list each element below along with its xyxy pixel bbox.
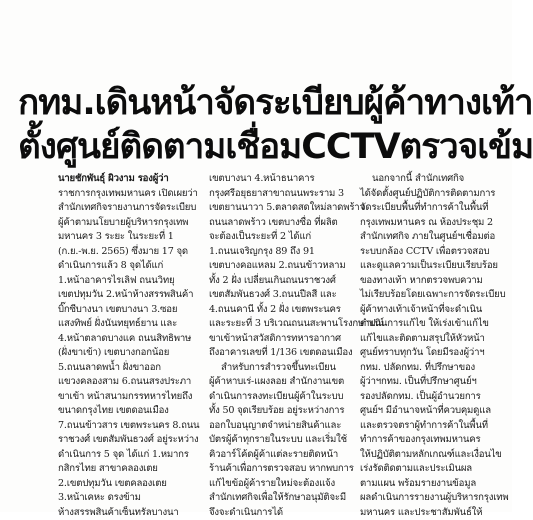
article-text-line: ร้านค้าเพื่อการตรวจสอบ หากพบการ <box>209 462 351 477</box>
article-text-line: และระยะที่ 3 บริเวณถนนสะพานโรงกษาปณ์ <box>209 317 351 332</box>
article-text-line: ผลดำเนินการรายงานผู้บริหารกรุงเทพ <box>360 491 502 506</box>
article-text-line: เขตปทุมวัน 2.หน้าห้างสรรพสินค้า <box>58 288 200 303</box>
article-text-line: คิวอาร์โค้ดผู้ค้าแต่ละรายติดหน้า <box>209 448 351 463</box>
article-text-line: กรุงเทพมหานคร ณ ห้องประชุม 2 <box>360 216 502 231</box>
article-text-line: ดำเนินการแล้ว 8 จุดได้แก่ <box>58 259 200 274</box>
article-text-line: สำนักเทศกิจเพื่อให้รักษาอนุมัติจะมี <box>209 491 351 506</box>
article-text-line: ทำการค้าของกรุงเทพมหานคร <box>360 433 502 448</box>
article-text-line: ขาเข้าหน้าสวัสดิการทหารอากาศ <box>209 332 351 347</box>
article-text-line: เขตยานนาวา 5.ตลาดสดใหม่ลาดพร้าว <box>209 201 351 216</box>
article-text-line: มหานคร และประชาสัมพันธ์ให้ <box>360 506 502 520</box>
article-text-line: แก้ไขและติดตามสรุปให้หัวหน้า <box>360 332 502 347</box>
article-text-line: และตรวจตราผู้ทำการค้าในพื้นที่ <box>360 419 502 434</box>
article-text-line: 4.ถนนคานี ทั้ง 2 ฝั่ง เขตพระนคร <box>209 303 351 318</box>
article-text-line: ไม่เรียบร้อยโดยเฉพาะการจัดระเบียบ <box>360 288 502 303</box>
article-text-line: แสงทิพย์ ฝั่งนันทยุทธ์ยาน และ <box>58 317 200 332</box>
article-text-line: ระบบกล้อง CCTV เพื่อตรวจสอบ <box>360 245 502 260</box>
article-text-line: ถึงอาคารเลขที่ 1/136 เขตดอนเมือง <box>209 346 351 361</box>
article-text-line: 3.หน้าเคหะ ดรงข้าม <box>58 491 200 506</box>
article-text-line: จัดระเบียบพื้นที่ทำการค้าในพื้นที่ <box>360 201 502 216</box>
article-text-line: เร่งรัดติดตามและประเมินผล <box>360 462 502 477</box>
headline-line-2: ตั้งศูนย์ติดตามเชื่อมCCTVตรวจเข้ม <box>18 124 496 170</box>
article-text-line: รองปลัดกทม. เป็นผู้อำนวยการ <box>360 390 502 405</box>
article-text-line: สำนักเทศกิจ ภายในศูนย์ฯเชื่อมต่อ <box>360 230 502 245</box>
article-text-line: บิ๊กซีบางนา เขตบางนา 3.ซอย <box>58 303 200 318</box>
article-text-line: กสิกรไทย สาขาคลองเตย <box>58 462 200 477</box>
article-body <box>58 172 502 512</box>
article-text-line: 4.หน้าตลาดบางแค ถนนสิทธิพาษ <box>58 332 200 347</box>
article-text-line: ห้างสรรพสินค้าเซ็นทรัลบางนา <box>58 506 200 520</box>
article-column-3 <box>360 172 502 512</box>
article-text-line: ตามแผน พร้อมรายงานข้อมูล <box>360 477 502 492</box>
headline-line-1: กทม.เดินหน้าจัดระเบียบผู้ค้าทางเท้า <box>18 80 496 126</box>
article-text-line: จะต้องเป็นระยะที่ 2 ได้แก่ <box>209 230 351 245</box>
article-text-line: ทั้ง 50 จุดเรียบร้อย อยู่ระหว่างการ <box>209 404 351 419</box>
article-text-line: 2.เขตปทุมวัน เขตคลองเตย <box>58 477 200 492</box>
article-text-line: ผู้ค้าตามนโยบายผู้บริหารกรุงเทพ <box>58 216 200 231</box>
article-text-line: ดำเนินการ 5 จุด ได้แก่ 1.หมากร <box>58 448 200 463</box>
article-text-line: สำนักเทศกิจรายงานการจัดระเบียบ <box>58 201 200 216</box>
article-text-line: ออกใบอนุญาตจำหน่ายสินค้าและ <box>209 419 351 434</box>
article-text-line: ถนนลาดพร้าว เขตบางซื่อ ที่ผลิต <box>209 216 351 231</box>
article-column-1 <box>58 172 200 512</box>
article-text-line: ดำเนินการลงทะเบียนผู้ค้าในระบบ <box>209 390 351 405</box>
article-text-line: มหานคร 3 ระยะ ในระยะที่ 1 <box>58 230 200 245</box>
article-text-line: และดูแลความเป็นระเบียบเรียบร้อย <box>360 259 502 274</box>
article-text-line: ศูนย์ทราบทุกวัน โดยมีรองผู้ว่าฯ <box>360 346 502 361</box>
article-text-line: 7.ถนนข้าวสาร เขตพระนคร 8.ถนน <box>58 419 200 434</box>
article-text-line: ของทางเท้า หากตรวจพบความ <box>360 274 502 289</box>
article-text-line: นายชักพันธุ์ ผิวงาม รองผู้ว่า <box>58 172 200 187</box>
article-text-line: สำหรับการสำรวจขึ้นทะเบียน <box>209 361 351 376</box>
article-text-line: 1.ถนนเจริญกรุง 89 ถึง 91 <box>209 245 351 260</box>
article-text-line: บัตรผู้ค้าทุกรายในระบบ และเริ่มใช้ <box>209 433 351 448</box>
article-text-line: ศูนย์ฯ มีอำนาจหน้าที่ควบคุมดูแล <box>360 404 502 419</box>
article-text-line: กทม. ปลัดกทม. ที่ปรึกษาของ <box>360 361 502 376</box>
article-text-line: ราชวงศ์ เขตสัมพันธวงศ์ อยู่ระหว่าง <box>58 433 200 448</box>
article-text-line: ได้จัดตั้งศูนย์ปฏิบัติการติดตามการ <box>360 187 502 202</box>
article-text-line: ราชการกรุงเทพมหานคร เปิดเผยว่า <box>58 187 200 202</box>
article-text-line: (ฝั่งขาเข้า) เขตบางกอกน้อย <box>58 346 200 361</box>
article-text-line: ขนาดกรุงไทย เขตดอนเมือง <box>58 404 200 419</box>
article-text-line: เขตบางนา 4.หน้าธนาคาร <box>209 172 351 187</box>
article-text-line: 5.ถนนลาดพน้ำ ฝั่งขาออก <box>58 361 200 376</box>
article-text-line: เขตสัมพันธวงศ์ 3.ถนนปีลสี และ <box>209 288 351 303</box>
article-text-line: ผู้ค้าหาบเร่-แผงลอย สำนักงานเขต <box>209 375 351 390</box>
article-text-line: กรุงศรีอยุธยาสาขาถนนพระราม 3 <box>209 187 351 202</box>
article-text-line: แก้ไขข้อผู้ค้ารายใหม่จะต้องแจ้ง <box>209 477 351 492</box>
article-text-line: ทั้ง 2 ฝั่ง เปลี่ยนเกินถนนราชวงศ์ <box>209 274 351 289</box>
article-text-line: ให้ปฏิบัติตามหลักเกณฑ์และเงื่อนไข <box>360 448 502 463</box>
article-text-line: แขวงคลองสาม 6.ถนนสรงประภา <box>58 375 200 390</box>
article-text-line: (ก.ย.-พ.ย. 2565) ซึ่งมาย 17 จุด <box>58 245 200 260</box>
article-text-line: จึงจะดำเนินการได้ <box>209 506 351 520</box>
article-text-line: 1.หน้าอาคารไรเลิฟ ถนนวิทยุ <box>58 274 200 289</box>
article-text-line: ผู้ว่าฯกทม. เป็นที่ปรึกษาศูนย์ฯ <box>360 375 502 390</box>
article-text-line: เขตบางคอแหลม 2.ถนนข้าวหลาม <box>209 259 351 274</box>
article-text-line: ผู้ค้าทางเท้าเจ้าหน้าที่จะดำเนิน <box>360 303 502 318</box>
article-column-2 <box>209 172 351 512</box>
article-text-line: ดำเนินการแก้ไข ให้เร่งเข้าแก้ไข <box>360 317 502 332</box>
article-text-line: นอกจากนี้ สำนักเทศกิจ <box>360 172 502 187</box>
article-text-line: ขาเข้า หน้าสนามกรรทหารไทยถึง <box>58 390 200 405</box>
